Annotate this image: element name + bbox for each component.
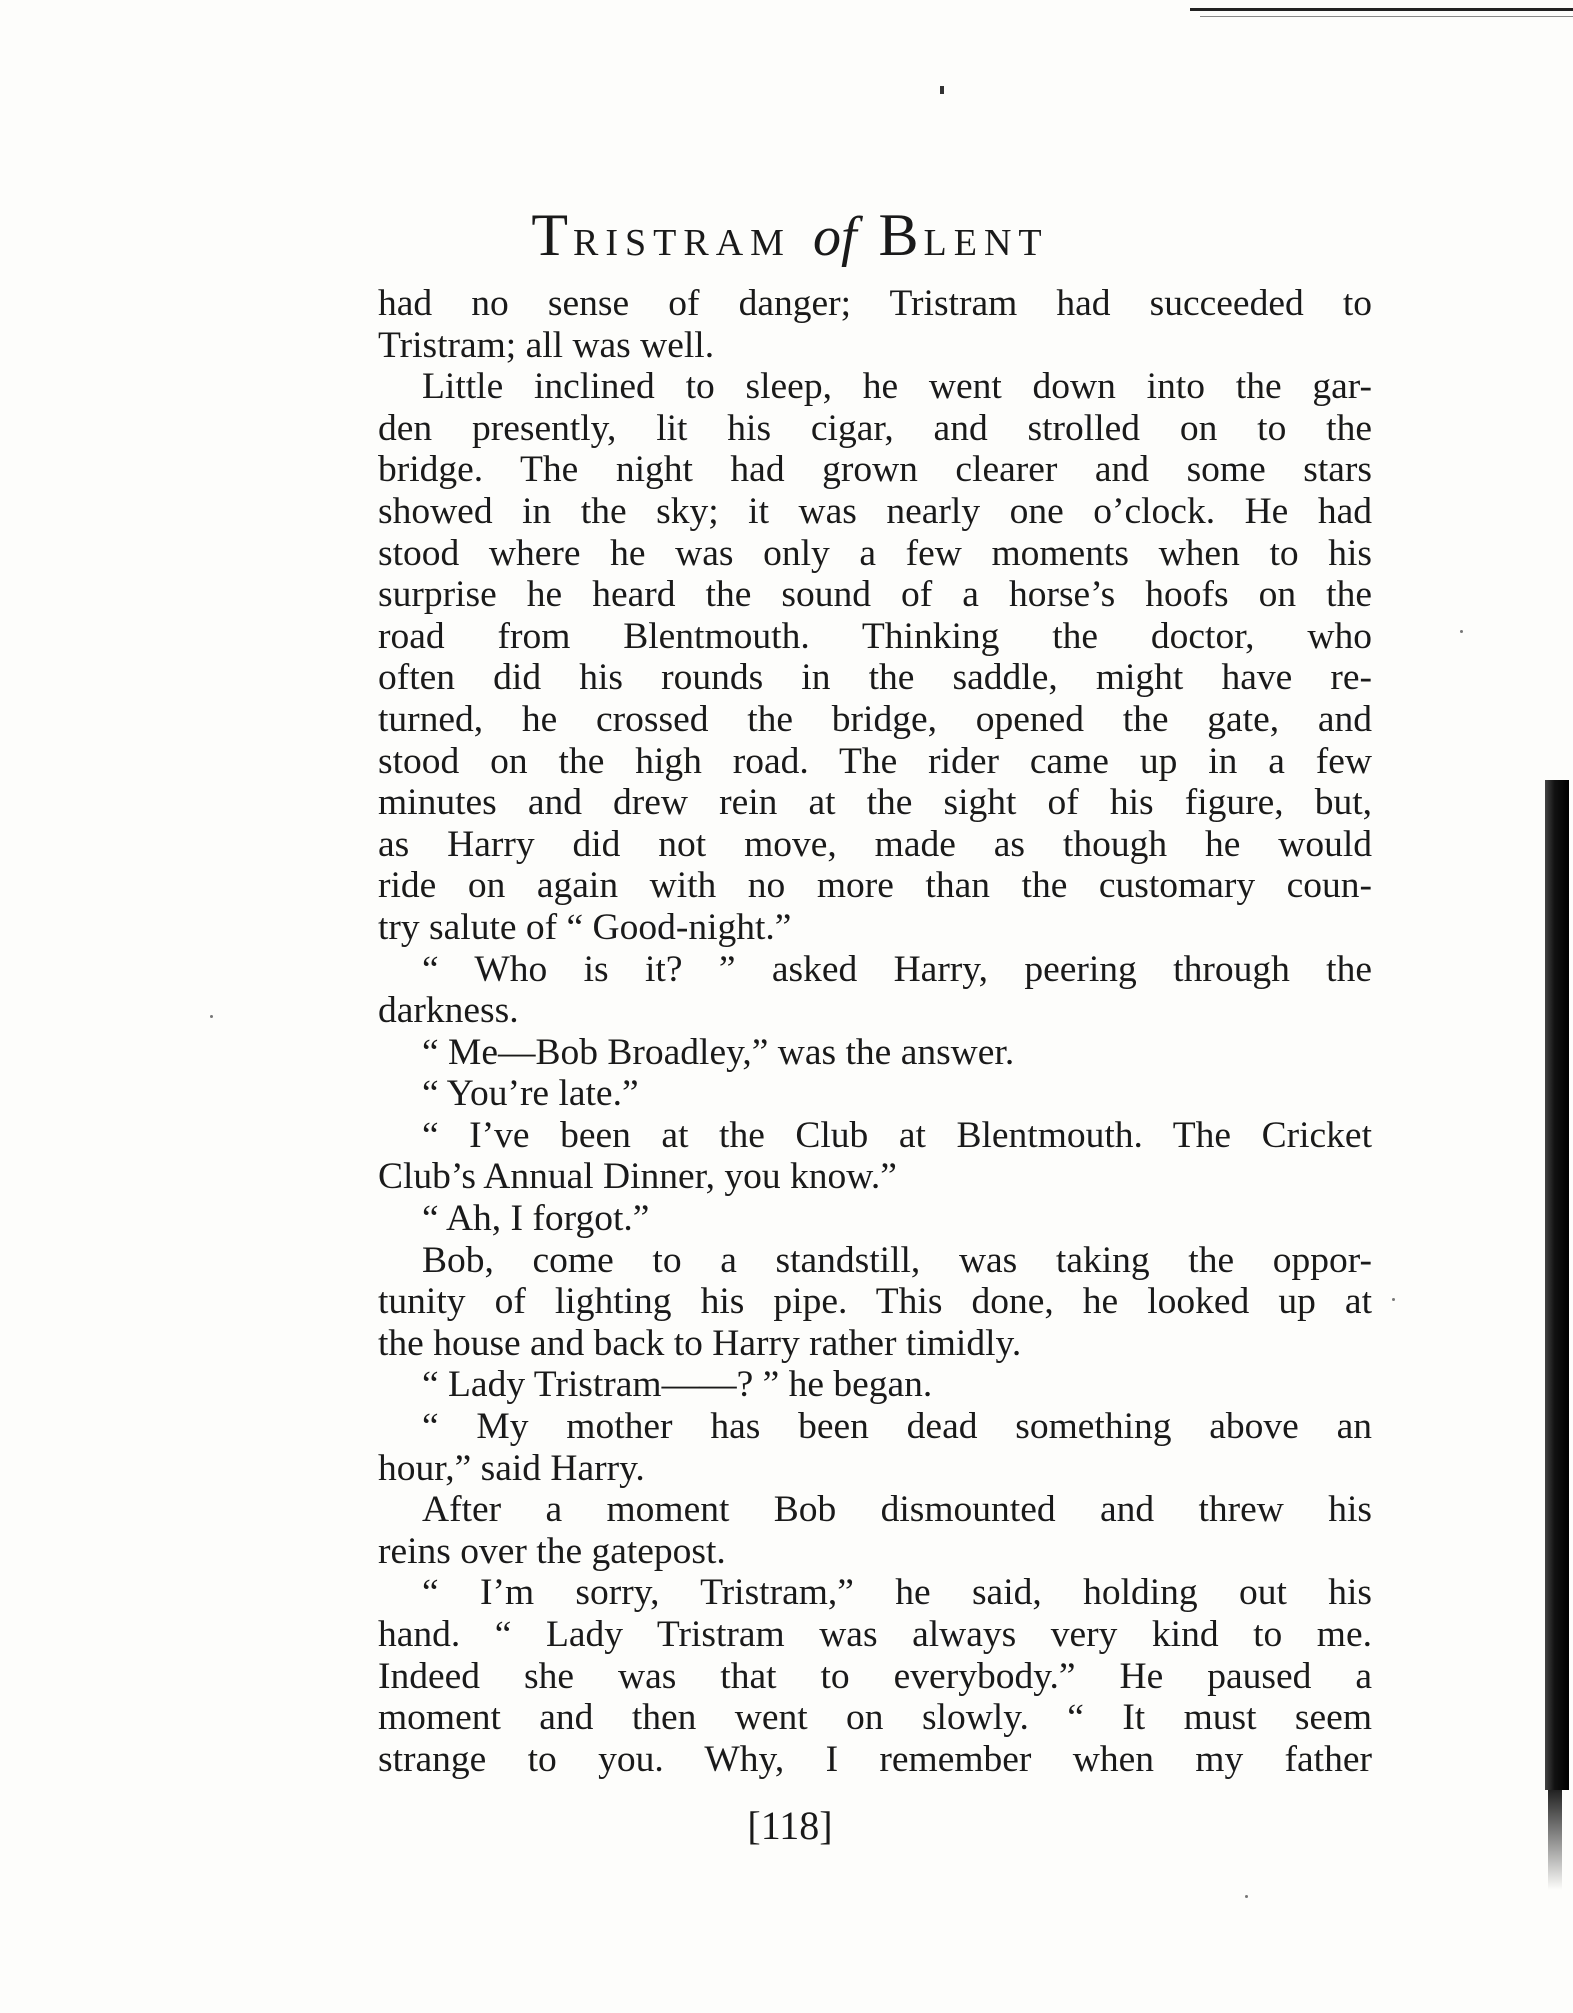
- text-line: turned, he crossed the bridge, opened the gate, and: [378, 698, 1372, 740]
- text-line: the house and back to Harry rather timidly.: [378, 1322, 1022, 1364]
- text-line: bridge. The night had grown clearer and some stars: [378, 449, 1372, 491]
- text-line: Indeed she was that to everybody.” He paused a: [378, 1655, 1372, 1697]
- text-line: had no sense of danger; Tristram had succeeded to: [378, 283, 1372, 324]
- text-line: hour,” said Harry.: [378, 1447, 645, 1489]
- header-of: of: [812, 206, 857, 268]
- text-line: “ My mother has been dead something above an: [422, 1406, 1372, 1448]
- text-line: “ I’ve been at the Club at Blentmouth. The Cricket: [422, 1114, 1372, 1156]
- text-line: minutes and drew rein at the sight of his figure, but,: [378, 782, 1372, 824]
- text-line: often did his rounds in the saddle, might have re-: [378, 657, 1372, 699]
- ink-speck: [1460, 630, 1463, 633]
- running-header: [380, 200, 1200, 270]
- top-edge-rule: [1190, 8, 1573, 11]
- text-line: showed in the sky; it was nearly one o’clock. He had: [378, 490, 1372, 532]
- text-line: darkness.: [378, 990, 519, 1032]
- header-tristram: RISTRAM: [573, 222, 791, 264]
- header-initial-t: T: [531, 202, 574, 268]
- text-line: den presently, lit his cigar, and strolled on to the: [378, 407, 1372, 449]
- text-line: strange to you. Why, I remember when my father: [378, 1738, 1372, 1780]
- page-edge-shadow: [1545, 780, 1569, 1790]
- top-edge-rule-thin: [1200, 16, 1573, 17]
- text-line: “ You’re late.”: [422, 1073, 639, 1115]
- text-line: surprise he heard the sound of a horse’s hoofs on the: [378, 574, 1372, 616]
- text-line: “ Lady Tristram——? ” he began.: [422, 1364, 933, 1406]
- text-line: hand. “ Lady Tristram was always very kind to me.: [378, 1614, 1372, 1655]
- text-line: Little inclined to sleep, he went down into the gar-: [422, 366, 1372, 408]
- text-line: After a moment Bob dismounted and threw his: [422, 1489, 1372, 1531]
- text-line: ride on again with no more than the customary coun-: [378, 865, 1372, 907]
- header-blent: LENT: [923, 222, 1049, 264]
- text-line: Club’s Annual Dinner, you know.”: [378, 1156, 897, 1198]
- text-line: road from Blentmouth. Thinking the doctor, who: [378, 615, 1372, 657]
- text-line: stood where he was only a few moments when to his: [378, 532, 1372, 574]
- page-number: [118]: [747, 1803, 833, 1848]
- body-text: [378, 283, 1372, 1780]
- page-edge-shadow-fade: [1548, 1790, 1562, 1890]
- text-line: Tristram; all was well.: [378, 324, 715, 366]
- header-initial-b: B: [878, 202, 924, 268]
- text-line: “ I’m sorry, Tristram,” he said, holding out his: [422, 1572, 1372, 1614]
- ink-speck: [1392, 1298, 1395, 1301]
- text-line: “ Who is it? ” asked Harry, peering through the: [422, 948, 1372, 990]
- text-line: try salute of “ Good-night.”: [378, 906, 792, 948]
- text-line: “ Ah, I forgot.”: [422, 1198, 650, 1240]
- ink-mark: [940, 86, 944, 94]
- text-line: stood on the high road. The rider came up in a few: [378, 740, 1372, 782]
- text-line: as Harry did not move, made as though he would: [378, 823, 1372, 865]
- ink-speck: [1245, 1895, 1248, 1898]
- text-line: moment and then went on slowly. “ It must seem: [378, 1697, 1372, 1739]
- text-line: Bob, come to a standstill, was taking the oppor-: [422, 1239, 1372, 1281]
- text-line: “ Me—Bob Broadley,” was the answer.: [422, 1031, 1015, 1073]
- text-line: reins over the gatepost.: [378, 1530, 726, 1572]
- text-line: tunity of lighting his pipe. This done, he looked up at: [378, 1281, 1372, 1323]
- ink-speck: [210, 1015, 213, 1018]
